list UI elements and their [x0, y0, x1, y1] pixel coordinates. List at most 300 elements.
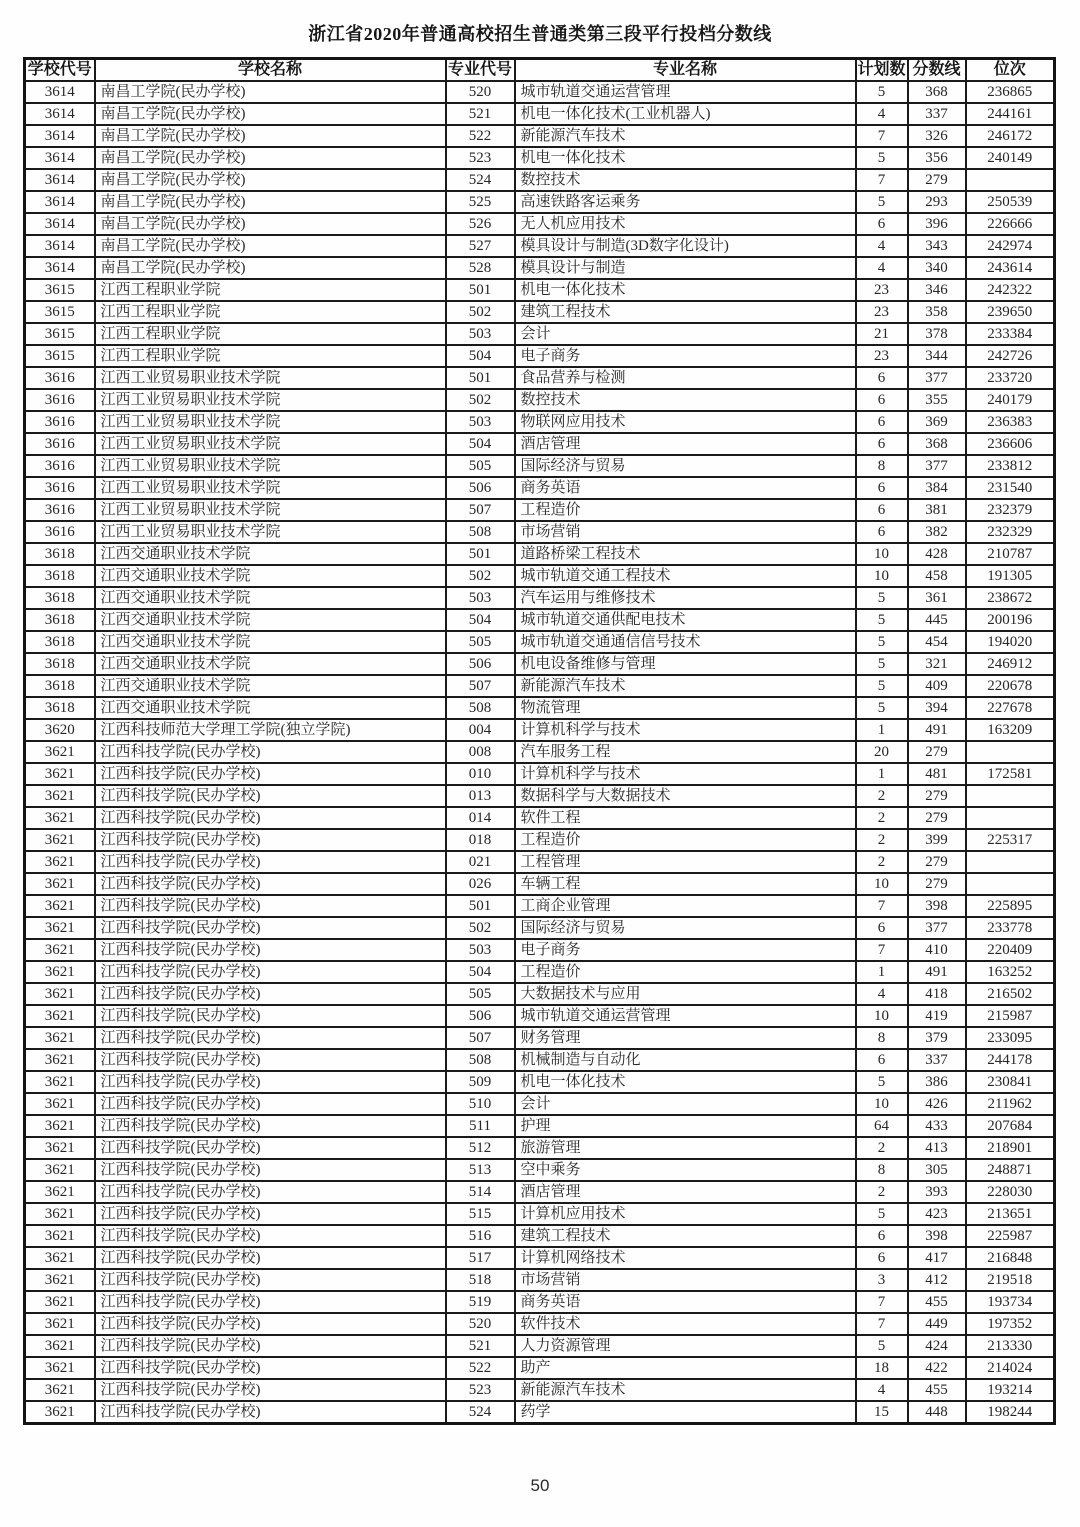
cell-school-name: 江西科技学院(民办学校)	[95, 807, 446, 829]
cell-rank: 215987	[966, 1005, 1055, 1027]
cell-plan-count: 2	[856, 1137, 908, 1159]
cell-major-name: 机电一体化技术	[515, 1071, 856, 1093]
cell-major-name: 高速铁路客运乘务	[515, 191, 856, 213]
page-number: 50	[530, 1476, 550, 1495]
cell-major-name: 汽车运用与维修技术	[515, 587, 856, 609]
cell-school-code: 3621	[25, 1335, 95, 1357]
cell-plan-count: 6	[856, 433, 908, 455]
cell-rank: 191305	[966, 565, 1055, 587]
table-row	[25, 1291, 1055, 1313]
table-row	[25, 697, 1055, 719]
cell-score-line: 293	[908, 191, 966, 213]
cell-score-line: 458	[908, 565, 966, 587]
cell-score-line: 356	[908, 147, 966, 169]
cell-rank	[966, 741, 1055, 763]
cell-score-line: 454	[908, 631, 966, 653]
cell-plan-count: 3	[856, 1269, 908, 1291]
cell-major-name: 模具设计与制造	[515, 257, 856, 279]
cell-major-code: 503	[446, 411, 515, 433]
cell-major-name: 酒店管理	[515, 1181, 856, 1203]
cell-plan-count: 2	[856, 807, 908, 829]
table-row	[25, 1027, 1055, 1049]
cell-plan-count: 1	[856, 719, 908, 741]
cell-major-name: 工程管理	[515, 851, 856, 873]
table-row	[25, 1093, 1055, 1115]
cell-major-code: 010	[446, 763, 515, 785]
cell-school-code: 3615	[25, 279, 95, 301]
cell-school-code: 3621	[25, 741, 95, 763]
cell-school-name: 江西交通职业技术学院	[95, 609, 446, 631]
cell-plan-count: 4	[856, 103, 908, 125]
cell-rank: 242322	[966, 279, 1055, 301]
cell-school-code: 3621	[25, 1137, 95, 1159]
cell-major-code: 503	[446, 587, 515, 609]
cell-rank: 233812	[966, 455, 1055, 477]
table-row	[25, 1115, 1055, 1137]
table-row	[25, 895, 1055, 917]
table-row	[25, 169, 1055, 191]
column-header-major-name: 专业名称	[515, 59, 856, 82]
cell-major-name: 无人机应用技术	[515, 213, 856, 235]
cell-school-code: 3614	[25, 125, 95, 147]
cell-major-name: 空中乘务	[515, 1159, 856, 1181]
cell-rank	[966, 873, 1055, 895]
cell-major-code: 504	[446, 345, 515, 367]
table-row	[25, 829, 1055, 851]
cell-score-line: 337	[908, 1049, 966, 1071]
cell-school-name: 江西工业贸易职业技术学院	[95, 433, 446, 455]
cell-school-code: 3621	[25, 1247, 95, 1269]
column-header-plan-count: 计划数	[856, 59, 908, 82]
table-row	[25, 1225, 1055, 1247]
cell-rank: 246912	[966, 653, 1055, 675]
cell-school-code: 3621	[25, 1313, 95, 1335]
cell-rank: 236383	[966, 411, 1055, 433]
cell-rank: 216502	[966, 983, 1055, 1005]
cell-major-code: 504	[446, 433, 515, 455]
cell-score-line: 279	[908, 873, 966, 895]
table-row	[25, 1071, 1055, 1093]
cell-major-code: 507	[446, 499, 515, 521]
cell-major-name: 数控技术	[515, 389, 856, 411]
cell-rank: 225317	[966, 829, 1055, 851]
cell-score-line: 413	[908, 1137, 966, 1159]
cell-score-line: 279	[908, 851, 966, 873]
table-row	[25, 785, 1055, 807]
cell-score-line: 424	[908, 1335, 966, 1357]
cell-school-name: 江西工业贸易职业技术学院	[95, 499, 446, 521]
cell-school-name: 江西科技学院(民办学校)	[95, 1071, 446, 1093]
cell-rank: 246172	[966, 125, 1055, 147]
cell-school-code: 3621	[25, 939, 95, 961]
cell-rank: 207684	[966, 1115, 1055, 1137]
cell-score-line: 398	[908, 895, 966, 917]
cell-score-line: 455	[908, 1291, 966, 1313]
table-row	[25, 103, 1055, 125]
cell-school-code: 3614	[25, 257, 95, 279]
header-row	[25, 59, 1055, 82]
cell-rank: 238672	[966, 587, 1055, 609]
cell-major-name: 市场营销	[515, 521, 856, 543]
cell-score-line: 355	[908, 389, 966, 411]
cell-school-name: 江西科技学院(民办学校)	[95, 1335, 446, 1357]
cell-major-name: 工程造价	[515, 961, 856, 983]
table-row	[25, 565, 1055, 587]
cell-rank: 244178	[966, 1049, 1055, 1071]
cell-school-code: 3614	[25, 103, 95, 125]
cell-major-name: 软件工程	[515, 807, 856, 829]
cell-score-line: 343	[908, 235, 966, 257]
cell-major-code: 503	[446, 939, 515, 961]
table-row	[25, 433, 1055, 455]
cell-school-code: 3618	[25, 543, 95, 565]
cell-major-name: 大数据技术与应用	[515, 983, 856, 1005]
cell-major-code: 505	[446, 631, 515, 653]
cell-school-code: 3618	[25, 653, 95, 675]
cell-school-code: 3616	[25, 367, 95, 389]
cell-major-code: 501	[446, 895, 515, 917]
cell-score-line: 393	[908, 1181, 966, 1203]
cell-rank: 225987	[966, 1225, 1055, 1247]
table-row	[25, 125, 1055, 147]
cell-school-name: 江西科技师范大学理工学院(独立学院)	[95, 719, 446, 741]
cell-major-name: 建筑工程技术	[515, 1225, 856, 1247]
cell-plan-count: 2	[856, 851, 908, 873]
cell-rank: 198244	[966, 1401, 1055, 1424]
column-header-score-line: 分数线	[908, 59, 966, 82]
column-header-school-name: 学校名称	[95, 59, 446, 82]
cell-school-code: 3621	[25, 983, 95, 1005]
cell-major-name: 机电设备维修与管理	[515, 653, 856, 675]
cell-rank	[966, 851, 1055, 873]
cell-rank: 233095	[966, 1027, 1055, 1049]
cell-major-code: 502	[446, 565, 515, 587]
cell-plan-count: 7	[856, 169, 908, 191]
cell-score-line: 417	[908, 1247, 966, 1269]
cell-school-code: 3614	[25, 147, 95, 169]
cell-plan-count: 4	[856, 257, 908, 279]
cell-major-code: 501	[446, 543, 515, 565]
cell-major-code: 026	[446, 873, 515, 895]
cell-score-line: 422	[908, 1357, 966, 1379]
cell-plan-count: 5	[856, 191, 908, 213]
cell-school-code: 3621	[25, 1159, 95, 1181]
cell-rank: 231540	[966, 477, 1055, 499]
cell-major-code: 523	[446, 147, 515, 169]
table-row	[25, 873, 1055, 895]
column-header-school-code: 学校代号	[25, 59, 95, 82]
table-row	[25, 389, 1055, 411]
cell-major-name: 新能源汽车技术	[515, 1379, 856, 1401]
cell-major-code: 528	[446, 257, 515, 279]
cell-rank: 172581	[966, 763, 1055, 785]
cell-school-name: 南昌工学院(民办学校)	[95, 213, 446, 235]
cell-plan-count: 5	[856, 587, 908, 609]
cell-score-line: 386	[908, 1071, 966, 1093]
cell-major-name: 财务管理	[515, 1027, 856, 1049]
cell-rank	[966, 807, 1055, 829]
cell-major-name: 计算机科学与技术	[515, 719, 856, 741]
cell-school-code: 3621	[25, 1005, 95, 1027]
cell-rank: 240179	[966, 389, 1055, 411]
page-title: 浙江省2020年普通高校招生普通类第三段平行投档分数线	[308, 24, 772, 44]
cell-school-name: 江西科技学院(民办学校)	[95, 1247, 446, 1269]
cell-rank: 232379	[966, 499, 1055, 521]
cell-major-code: 514	[446, 1181, 515, 1203]
cell-school-code: 3621	[25, 873, 95, 895]
cell-major-name: 酒店管理	[515, 433, 856, 455]
cell-score-line: 449	[908, 1313, 966, 1335]
cell-score-line: 394	[908, 697, 966, 719]
cell-school-name: 江西工业贸易职业技术学院	[95, 477, 446, 499]
cell-school-code: 3621	[25, 1401, 95, 1424]
column-header-major-code: 专业代号	[446, 59, 515, 82]
cell-major-code: 506	[446, 1005, 515, 1027]
cell-rank: 218901	[966, 1137, 1055, 1159]
cell-school-code: 3614	[25, 213, 95, 235]
cell-rank: 213651	[966, 1203, 1055, 1225]
cell-rank: 230841	[966, 1071, 1055, 1093]
table-row	[25, 213, 1055, 235]
cell-major-name: 工程造价	[515, 499, 856, 521]
cell-school-name: 江西交通职业技术学院	[95, 675, 446, 697]
cell-plan-count: 18	[856, 1357, 908, 1379]
cell-major-code: 521	[446, 1335, 515, 1357]
table-row	[25, 1401, 1055, 1424]
cell-major-code: 508	[446, 697, 515, 719]
cell-score-line: 410	[908, 939, 966, 961]
cell-major-code: 524	[446, 1401, 515, 1424]
cell-school-name: 江西交通职业技术学院	[95, 543, 446, 565]
cell-school-name: 南昌工学院(民办学校)	[95, 191, 446, 213]
cell-major-name: 助产	[515, 1357, 856, 1379]
cell-major-name: 城市轨道交通运营管理	[515, 1005, 856, 1027]
cell-rank: 236865	[966, 81, 1055, 103]
cell-rank: 213330	[966, 1335, 1055, 1357]
cell-major-code: 503	[446, 323, 515, 345]
cell-plan-count: 6	[856, 1247, 908, 1269]
cell-school-code: 3616	[25, 389, 95, 411]
cell-score-line: 340	[908, 257, 966, 279]
cell-score-line: 396	[908, 213, 966, 235]
table-row	[25, 1137, 1055, 1159]
cell-plan-count: 10	[856, 1093, 908, 1115]
cell-rank: 214024	[966, 1357, 1055, 1379]
table-body	[25, 81, 1055, 1424]
cell-school-name: 江西工程职业学院	[95, 301, 446, 323]
cell-school-name: 江西科技学院(民办学校)	[95, 851, 446, 873]
table-row	[25, 301, 1055, 323]
cell-major-code: 526	[446, 213, 515, 235]
cell-score-line: 358	[908, 301, 966, 323]
cell-school-code: 3614	[25, 191, 95, 213]
cell-school-name: 南昌工学院(民办学校)	[95, 169, 446, 191]
cell-major-code: 512	[446, 1137, 515, 1159]
cell-school-name: 江西工业贸易职业技术学院	[95, 411, 446, 433]
cell-score-line: 337	[908, 103, 966, 125]
cell-school-code: 3620	[25, 719, 95, 741]
table-row	[25, 477, 1055, 499]
table-row	[25, 1335, 1055, 1357]
cell-school-name: 江西工程职业学院	[95, 279, 446, 301]
cell-plan-count: 2	[856, 829, 908, 851]
table-row	[25, 235, 1055, 257]
cell-score-line: 326	[908, 125, 966, 147]
cell-school-code: 3621	[25, 895, 95, 917]
cell-school-code: 3621	[25, 1027, 95, 1049]
cell-plan-count: 6	[856, 499, 908, 521]
cell-score-line: 426	[908, 1093, 966, 1115]
cell-rank: 240149	[966, 147, 1055, 169]
cell-major-name: 工商企业管理	[515, 895, 856, 917]
cell-major-name: 商务英语	[515, 477, 856, 499]
cell-plan-count: 1	[856, 961, 908, 983]
scores-table	[23, 57, 1056, 1425]
cell-major-code: 502	[446, 917, 515, 939]
cell-major-code: 517	[446, 1247, 515, 1269]
cell-school-code: 3621	[25, 807, 95, 829]
cell-plan-count: 5	[856, 609, 908, 631]
cell-score-line: 409	[908, 675, 966, 697]
cell-major-code: 522	[446, 1357, 515, 1379]
column-header-rank: 位次	[966, 59, 1055, 82]
cell-school-name: 江西工业贸易职业技术学院	[95, 367, 446, 389]
cell-major-code: 014	[446, 807, 515, 829]
cell-major-code: 510	[446, 1093, 515, 1115]
cell-plan-count: 7	[856, 1313, 908, 1335]
cell-plan-count: 6	[856, 213, 908, 235]
cell-plan-count: 5	[856, 1071, 908, 1093]
cell-major-code: 506	[446, 477, 515, 499]
cell-major-code: 507	[446, 675, 515, 697]
cell-rank: 243614	[966, 257, 1055, 279]
cell-school-name: 江西工业贸易职业技术学院	[95, 455, 446, 477]
cell-major-code: 018	[446, 829, 515, 851]
cell-plan-count: 4	[856, 983, 908, 1005]
cell-major-name: 城市轨道交通工程技术	[515, 565, 856, 587]
cell-major-code: 508	[446, 1049, 515, 1071]
cell-major-name: 建筑工程技术	[515, 301, 856, 323]
cell-major-code: 508	[446, 521, 515, 543]
table-row	[25, 675, 1055, 697]
cell-score-line: 369	[908, 411, 966, 433]
cell-major-code: 504	[446, 609, 515, 631]
cell-school-code: 3621	[25, 1049, 95, 1071]
table-row	[25, 741, 1055, 763]
cell-school-code: 3616	[25, 455, 95, 477]
cell-major-name: 模具设计与制造(3D数字化设计)	[515, 235, 856, 257]
cell-score-line: 398	[908, 1225, 966, 1247]
table-row	[25, 81, 1055, 103]
cell-major-name: 物联网应用技术	[515, 411, 856, 433]
cell-school-name: 江西科技学院(民办学校)	[95, 1049, 446, 1071]
cell-rank: 219518	[966, 1269, 1055, 1291]
cell-major-name: 新能源汽车技术	[515, 675, 856, 697]
cell-plan-count: 20	[856, 741, 908, 763]
cell-school-code: 3618	[25, 675, 95, 697]
cell-school-name: 江西交通职业技术学院	[95, 697, 446, 719]
table-row	[25, 917, 1055, 939]
table-row	[25, 719, 1055, 741]
cell-major-code: 505	[446, 455, 515, 477]
table-row	[25, 587, 1055, 609]
cell-school-name: 江西科技学院(民办学校)	[95, 895, 446, 917]
cell-major-code: 021	[446, 851, 515, 873]
table-row	[25, 499, 1055, 521]
cell-major-name: 旅游管理	[515, 1137, 856, 1159]
cell-rank: 250539	[966, 191, 1055, 213]
table-row	[25, 1049, 1055, 1071]
cell-school-name: 江西科技学院(民办学校)	[95, 1181, 446, 1203]
cell-major-code: 502	[446, 389, 515, 411]
cell-school-code: 3618	[25, 565, 95, 587]
cell-school-code: 3621	[25, 961, 95, 983]
cell-school-name: 南昌工学院(民办学校)	[95, 103, 446, 125]
table-row	[25, 631, 1055, 653]
cell-plan-count: 23	[856, 279, 908, 301]
cell-plan-count: 10	[856, 1005, 908, 1027]
cell-plan-count: 5	[856, 697, 908, 719]
cell-score-line: 377	[908, 367, 966, 389]
cell-major-code: 504	[446, 961, 515, 983]
cell-score-line: 491	[908, 719, 966, 741]
cell-plan-count: 2	[856, 785, 908, 807]
cell-school-name: 南昌工学院(民办学校)	[95, 147, 446, 169]
cell-score-line: 445	[908, 609, 966, 631]
table-row	[25, 191, 1055, 213]
cell-school-name: 江西工程职业学院	[95, 345, 446, 367]
cell-school-code: 3614	[25, 81, 95, 103]
cell-major-name: 汽车服务工程	[515, 741, 856, 763]
cell-major-code: 501	[446, 279, 515, 301]
cell-school-name: 南昌工学院(民办学校)	[95, 81, 446, 103]
cell-major-code: 505	[446, 983, 515, 1005]
cell-rank	[966, 169, 1055, 191]
cell-school-code: 3616	[25, 411, 95, 433]
table-row	[25, 1159, 1055, 1181]
cell-rank: 211962	[966, 1093, 1055, 1115]
cell-school-name: 江西科技学院(民办学校)	[95, 741, 446, 763]
table-row	[25, 609, 1055, 631]
cell-score-line: 321	[908, 653, 966, 675]
cell-plan-count: 7	[856, 895, 908, 917]
cell-plan-count: 6	[856, 1049, 908, 1071]
cell-school-code: 3621	[25, 1115, 95, 1137]
cell-rank: 226666	[966, 213, 1055, 235]
cell-school-code: 3621	[25, 785, 95, 807]
cell-major-name: 车辆工程	[515, 873, 856, 895]
cell-plan-count: 2	[856, 1181, 908, 1203]
cell-score-line: 279	[908, 785, 966, 807]
cell-score-line: 279	[908, 741, 966, 763]
cell-school-code: 3615	[25, 345, 95, 367]
cell-major-code: 527	[446, 235, 515, 257]
cell-major-code: 523	[446, 1379, 515, 1401]
cell-major-name: 新能源汽车技术	[515, 125, 856, 147]
cell-school-code: 3621	[25, 1225, 95, 1247]
cell-school-name: 江西科技学院(民办学校)	[95, 1269, 446, 1291]
cell-school-code: 3621	[25, 917, 95, 939]
cell-major-code: 008	[446, 741, 515, 763]
cell-major-code: 513	[446, 1159, 515, 1181]
cell-major-name: 物流管理	[515, 697, 856, 719]
cell-score-line: 491	[908, 961, 966, 983]
cell-plan-count: 6	[856, 411, 908, 433]
cell-major-name: 食品营养与检测	[515, 367, 856, 389]
cell-school-name: 江西科技学院(民办学校)	[95, 1379, 446, 1401]
cell-score-line: 481	[908, 763, 966, 785]
cell-rank: 197352	[966, 1313, 1055, 1335]
